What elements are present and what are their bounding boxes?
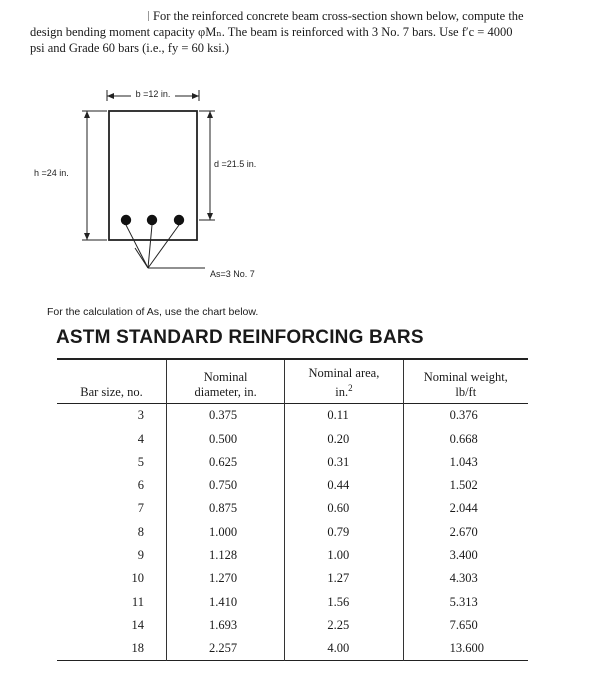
cell-weight: 2.044 xyxy=(403,497,528,520)
table-header-row xyxy=(57,359,528,404)
cell-area: 0.44 xyxy=(285,474,403,497)
chart-note: For the calculation of As, use the chart below. xyxy=(47,306,259,318)
h-label: h =24 in. xyxy=(34,168,69,178)
cell-diameter: 0.500 xyxy=(166,427,284,450)
cell-bar-size: 4 xyxy=(137,431,144,446)
cell-bar-size: 10 xyxy=(131,571,144,586)
cell-weight: 5.313 xyxy=(403,591,528,614)
cursor-mark xyxy=(148,11,149,21)
cell-bar-size: 18 xyxy=(131,641,144,656)
rebar-2 xyxy=(147,215,157,225)
cell-weight: 0.668 xyxy=(403,427,528,450)
table-row xyxy=(57,451,528,474)
cell-diameter: 1.410 xyxy=(166,591,284,614)
reinforcing-bars-table xyxy=(57,358,528,661)
cell-weight: 4.303 xyxy=(403,567,528,590)
cell-diameter: 1.128 xyxy=(166,544,284,567)
cell-diameter: 0.750 xyxy=(166,474,284,497)
cell-bar-size: 11 xyxy=(131,594,144,609)
as-label: As=3 No. 7 xyxy=(210,269,255,279)
problem-line-1: For the reinforced concrete beam cross-section shown below, compute the xyxy=(30,8,575,24)
height-dimension xyxy=(34,111,107,240)
cell-area: 0.20 xyxy=(285,427,403,450)
problem-statement xyxy=(30,8,575,56)
cell-area: 0.11 xyxy=(285,404,403,428)
cell-weight: 2.670 xyxy=(403,521,528,544)
table-row xyxy=(57,404,528,428)
cell-area: 0.79 xyxy=(285,521,403,544)
b-label: b =12 in. xyxy=(135,89,171,99)
beam-cross-section-diagram xyxy=(0,80,300,290)
table-row xyxy=(57,544,528,567)
header-bar-size: Bar size, no. xyxy=(80,385,143,400)
cell-bar-size: 7 xyxy=(137,501,144,516)
cell-bar-size: 8 xyxy=(137,524,144,539)
cell-area: 2.25 xyxy=(285,614,403,637)
table-row xyxy=(57,614,528,637)
table-row xyxy=(57,567,528,590)
table-row xyxy=(57,474,528,497)
header-area: Nominal area, in.$^2$ xyxy=(285,359,403,404)
cell-bar-size: 3 xyxy=(137,408,144,423)
table-row xyxy=(57,497,528,520)
table-body xyxy=(57,404,528,661)
cell-area: 4.00 xyxy=(285,637,403,661)
cell-weight: 3.400 xyxy=(403,544,528,567)
header-diameter: Nominal diameter, in. xyxy=(166,359,284,404)
cell-diameter: 0.375 xyxy=(166,404,284,428)
table-title: ASTM STANDARD REINFORCING BARS xyxy=(56,327,424,348)
cell-diameter: 2.257 xyxy=(166,637,284,661)
cell-area: 1.00 xyxy=(285,544,403,567)
d-label: d =21.5 in. xyxy=(214,159,257,169)
beam-diagram-svg xyxy=(0,80,300,290)
cell-weight: 0.376 xyxy=(403,404,528,428)
effective-depth-dimension xyxy=(199,111,256,220)
rebar-3 xyxy=(174,215,184,225)
table-row xyxy=(57,521,528,544)
cell-diameter: 0.625 xyxy=(166,451,284,474)
cell-area: 1.27 xyxy=(285,567,403,590)
table-row xyxy=(57,427,528,450)
cell-diameter: 1.000 xyxy=(166,521,284,544)
cell-diameter: 1.270 xyxy=(166,567,284,590)
cell-weight: 1.043 xyxy=(403,451,528,474)
cell-diameter: 1.693 xyxy=(166,614,284,637)
cell-diameter: 0.875 xyxy=(166,497,284,520)
table-row xyxy=(57,637,528,661)
cell-weight: 13.600 xyxy=(403,637,528,661)
problem-line-2: design bending moment capacity φMₙ. The beam is reinforced with 3 No. 7 bars. Use f′c = 4000 xyxy=(30,25,513,39)
problem-line-3: psi and Grade 60 bars (i.e., fy = 60 ksi.) xyxy=(30,41,230,55)
rebar-1 xyxy=(121,215,131,225)
cell-bar-size: 5 xyxy=(137,454,144,469)
header-weight: Nominal weight, lb/ft xyxy=(403,359,528,404)
cell-weight: 7.650 xyxy=(403,614,528,637)
cell-area: 1.56 xyxy=(285,591,403,614)
cell-area: 0.60 xyxy=(285,497,403,520)
cell-bar-size: 14 xyxy=(131,617,144,632)
cell-bar-size: 6 xyxy=(137,478,144,493)
cell-weight: 1.502 xyxy=(403,474,528,497)
cell-area: 0.31 xyxy=(285,451,403,474)
table-row xyxy=(57,591,528,614)
cell-bar-size: 9 xyxy=(137,548,144,563)
width-dimension xyxy=(107,88,199,101)
